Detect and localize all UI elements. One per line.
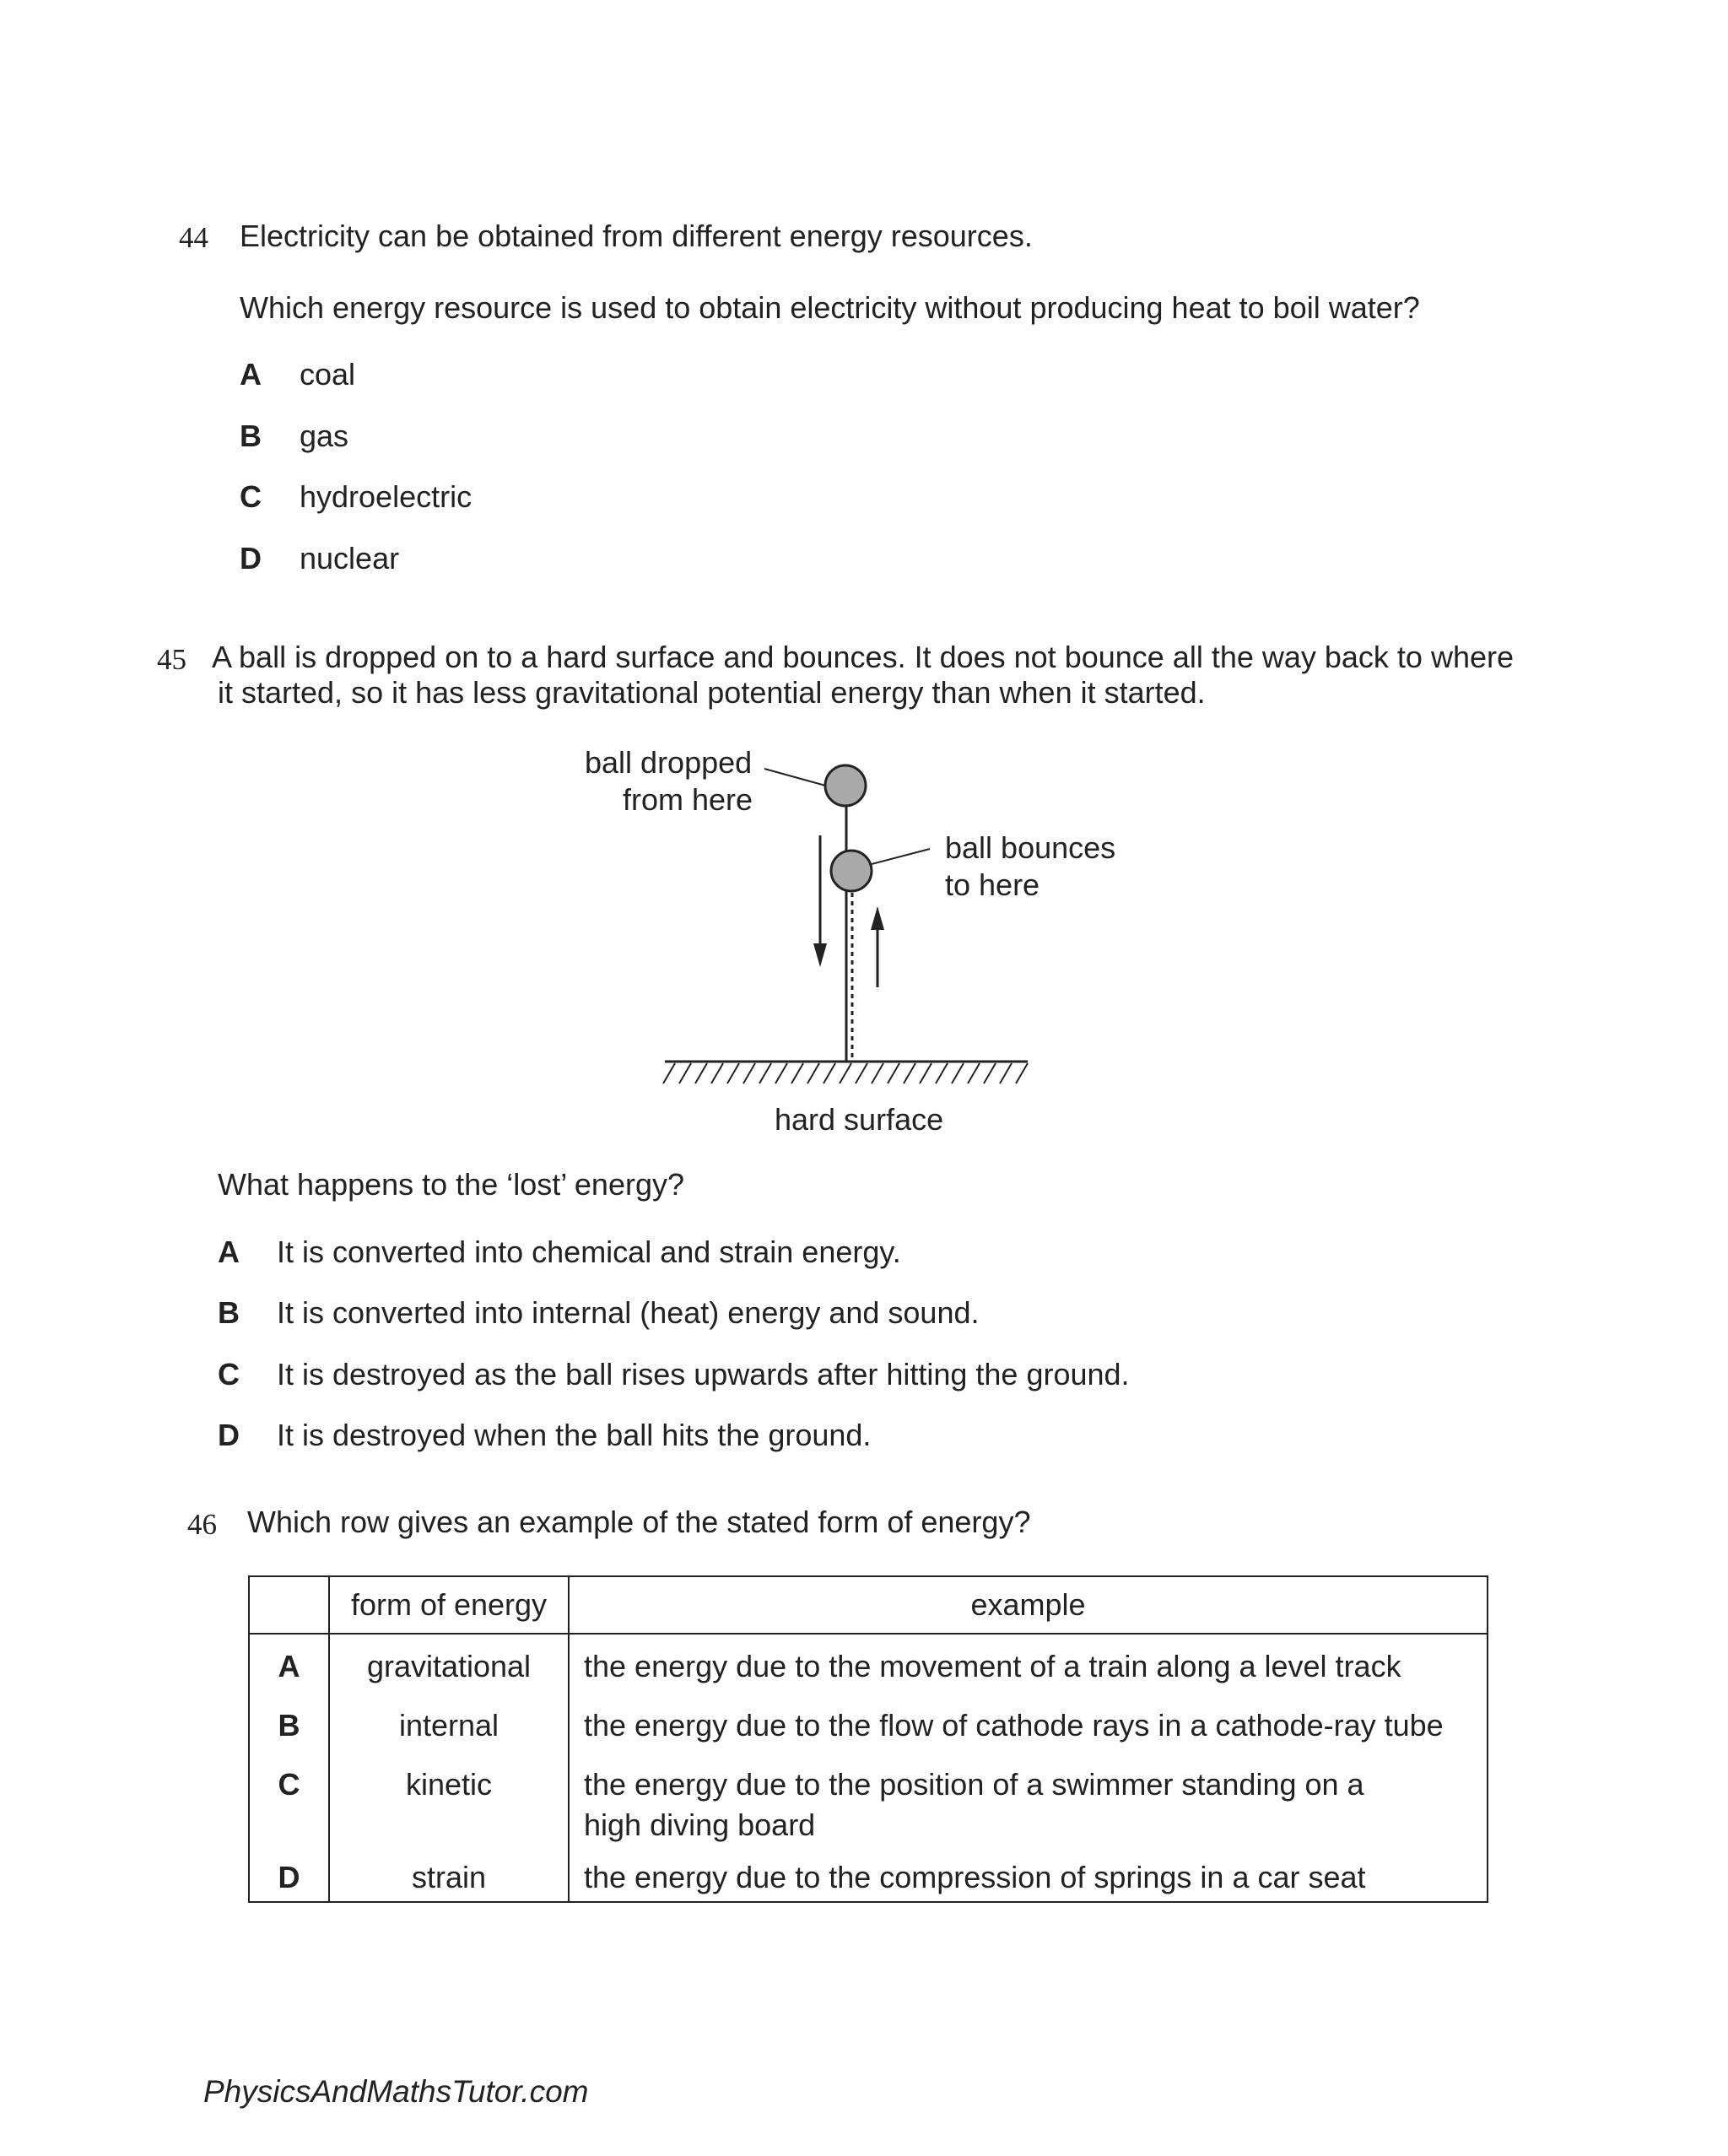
header-letter	[249, 1576, 329, 1634]
option-letter: B	[240, 419, 262, 453]
q44-question: Which energy resource is used to obtain electricity without producing heat to boil water?	[240, 290, 1420, 325]
energy-table	[248, 1575, 1488, 1903]
hatch-mark	[807, 1063, 819, 1083]
option-letter: D	[240, 541, 262, 575]
label-to-here: to here	[945, 867, 1040, 902]
table-row[interactable]	[249, 1687, 1488, 1746]
hatch-mark	[695, 1063, 707, 1083]
hatch-mark	[840, 1063, 851, 1083]
down-arrow-head	[813, 943, 827, 967]
leader-line-drop	[764, 769, 829, 786]
row-example	[569, 1845, 1488, 1902]
option-letter: A	[240, 357, 262, 392]
row-form: internal	[329, 1687, 569, 1746]
option-text: gas	[300, 419, 349, 453]
hatch-mark	[711, 1063, 723, 1083]
hatch-mark	[952, 1063, 964, 1083]
hatch-mark	[904, 1063, 915, 1083]
hatch-mark	[1016, 1063, 1028, 1083]
row-example	[569, 1746, 1488, 1845]
option-letter: C	[218, 1357, 240, 1391]
hatch-mark	[984, 1063, 996, 1083]
table-row[interactable]	[249, 1634, 1488, 1687]
row-example-text: the energy due to the flow of cathode rays in a cathode-ray tube	[584, 1708, 1444, 1743]
table-row[interactable]	[249, 1746, 1488, 1845]
option-text: It is destroyed when the ball hits the ground.	[277, 1418, 872, 1452]
row-example	[569, 1634, 1488, 1687]
leader-line-bounce	[852, 849, 930, 869]
header-example: example	[569, 1576, 1488, 1634]
row-example	[569, 1687, 1488, 1746]
option-text: It is converted into chemical and strain energy.	[277, 1235, 901, 1269]
ground-hatching	[663, 1063, 1028, 1083]
row-example-line2: high diving board	[584, 1807, 816, 1842]
hatch-mark	[679, 1063, 691, 1083]
row-example-text: the energy due to the compression of springs in a car seat	[584, 1860, 1366, 1894]
hatch-mark	[791, 1063, 803, 1083]
hatch-mark	[968, 1063, 980, 1083]
row-letter: B	[249, 1687, 329, 1746]
q46-question: Which row gives an example of the stated form of energy?	[247, 1505, 1031, 1539]
header-form: form of energy	[329, 1576, 569, 1634]
up-arrow-head	[871, 906, 884, 930]
q45-stem-line1: A ball is dropped on to a hard surface and bounces. It does not bounce all the way back to where	[212, 640, 1515, 674]
hatch-mark	[743, 1063, 755, 1083]
hatch-mark	[759, 1063, 771, 1083]
option-text: hydroelectric	[300, 479, 472, 514]
table-header-row	[249, 1576, 1488, 1634]
q45-number: 45	[157, 643, 186, 676]
label-ball-dropped: ball dropped	[585, 745, 753, 780]
option-letter: C	[240, 479, 262, 514]
row-form: kinetic	[329, 1746, 569, 1845]
option-letter: B	[218, 1295, 240, 1330]
row-form: strain	[329, 1845, 569, 1902]
row-form: gravitational	[329, 1634, 569, 1687]
option-text: It is destroyed as the ball rises upwards after hitting the ground.	[277, 1357, 1130, 1391]
q44-number: 44	[179, 221, 208, 254]
option-letter: A	[218, 1235, 240, 1269]
label-from-here: from here	[623, 782, 753, 817]
option-letter: D	[218, 1418, 240, 1452]
row-letter: D	[249, 1845, 329, 1902]
hatch-mark	[936, 1063, 948, 1083]
label-hard-surface: hard surface	[775, 1102, 944, 1137]
hatch-mark	[824, 1063, 835, 1083]
hatch-mark	[663, 1063, 675, 1083]
footer-site: PhysicsAndMathsTutor.com	[203, 2074, 589, 2109]
hatch-mark	[872, 1063, 883, 1083]
q45-stem-line2: it started, so it has less gravitational potential energy than when it started.	[218, 675, 1206, 710]
option-text: nuclear	[300, 541, 400, 575]
hatch-mark	[920, 1063, 932, 1083]
table-row[interactable]	[249, 1845, 1488, 1902]
ball-start	[825, 765, 866, 806]
hatch-mark	[856, 1063, 867, 1083]
hatch-mark	[775, 1063, 787, 1083]
option-text: It is converted into internal (heat) energy and sound.	[277, 1295, 980, 1330]
row-letter: C	[249, 1746, 329, 1845]
row-letter: A	[249, 1634, 329, 1687]
hatch-mark	[1000, 1063, 1012, 1083]
hatch-mark	[727, 1063, 739, 1083]
hatch-mark	[888, 1063, 899, 1083]
row-example-text: the energy due to the movement of a train along a level track	[584, 1649, 1401, 1683]
q44-stem: Electricity can be obtained from different energy resources.	[240, 219, 1033, 253]
row-example-line1: the energy due to the position of a swimmer standing on a	[584, 1767, 1364, 1802]
q46-number: 46	[187, 1508, 217, 1541]
option-text: coal	[300, 357, 356, 392]
label-ball-bounces: ball bounces	[945, 830, 1116, 865]
ball-bounce	[831, 851, 872, 891]
q45-question: What happens to the ‘lost’ energy?	[218, 1167, 685, 1202]
